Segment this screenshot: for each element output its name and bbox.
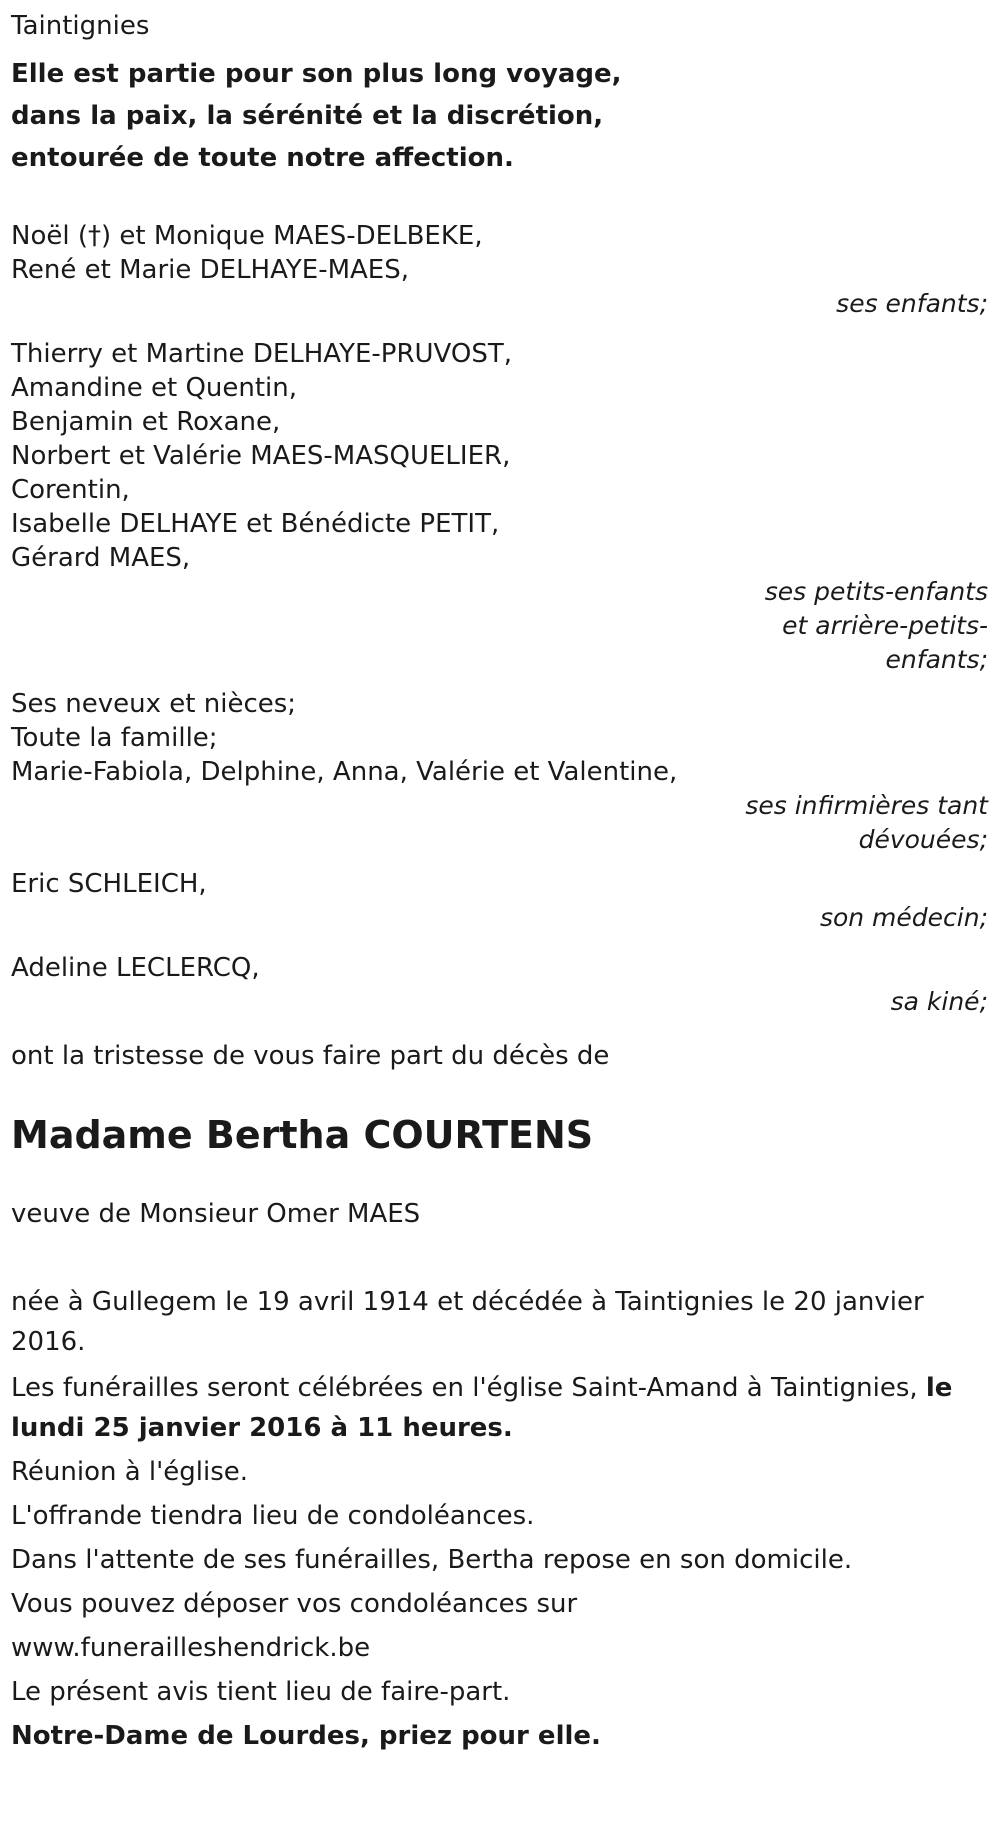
funeral-date-time: le lundi 25 janvier 2016 à 11 heures. <box>11 1373 953 1443</box>
family-group-physio <box>11 948 988 1022</box>
family-name: Noël (†) et Monique MAES-DELBEKE, <box>11 221 483 251</box>
relation-label: ses enfants; <box>836 289 988 318</box>
prayer-text: Notre-Dame de Lourdes, priez pour elle. <box>11 1721 601 1751</box>
epitaph-line: Elle est partie pour son plus long voyage, <box>11 59 622 89</box>
epitaph-line: entourée de toute notre affection. <box>11 143 514 173</box>
relation-label: sa kiné; <box>890 987 988 1016</box>
family-name: René et Marie DELHAYE-MAES, <box>11 255 409 285</box>
relation-line: enfants; <box>885 645 988 674</box>
relation-label <box>11 572 988 680</box>
family-group-children <box>11 216 988 324</box>
announcement-text: ont la tristesse de vous faire part du décès de <box>11 1041 610 1071</box>
family-group-doctor <box>11 864 988 938</box>
family-name: Toute la famille; <box>11 723 218 753</box>
family-name: Adeline LECLERCQ, <box>11 953 260 983</box>
funeral-intro: Les funérailles seront célébrées en l'église Saint-Amand à Taintignies, <box>11 1373 926 1403</box>
relation-label: son médecin; <box>819 903 988 932</box>
website-text: www.funerailleshendrick.be <box>11 1633 371 1663</box>
epitaph-line: dans la paix, la sérénité et la discrétion, <box>11 101 604 131</box>
family-group-grandchildren <box>11 334 988 680</box>
deceased-name: Madame Bertha COURTENS <box>11 1113 594 1157</box>
note-line: L'offrande tiendra lieu de condoléances. <box>11 1501 535 1531</box>
note-line: Dans l'attente de ses funérailles, Bertha repose en son domicile. <box>11 1545 853 1575</box>
note-line: Le présent avis tient lieu de faire-part. <box>11 1677 511 1707</box>
family-name: Thierry et Martine DELHAYE-PRUVOST, <box>11 339 512 369</box>
family-name: Eric SCHLEICH, <box>11 869 207 899</box>
note-line: Vous pouvez déposer vos condoléances sur <box>11 1589 578 1619</box>
family-name: Benjamin et Roxane, <box>11 407 281 437</box>
relation-label <box>11 786 988 860</box>
birth-death-text: née à Gullegem le 19 avril 1914 et décédée à Taintignies le 20 janvier 2016. <box>11 1287 924 1357</box>
relation-line: ses petits-enfants <box>764 577 988 606</box>
family-group-others <box>11 684 988 860</box>
family-name: Ses neveux et nièces; <box>11 689 297 719</box>
relation-line: et arrière-petits- <box>782 611 988 640</box>
note-line: Réunion à l'église. <box>11 1457 249 1487</box>
family-name: Norbert et Valérie MAES-MASQUELIER, <box>11 441 511 471</box>
family-name: Isabelle DELHAYE et Bénédicte PETIT, <box>11 509 500 539</box>
epitaph <box>11 50 988 182</box>
family-name: Corentin, <box>11 475 130 505</box>
family-name: Amandine et Quentin, <box>11 373 298 403</box>
relation-line: ses infirmières tant <box>745 791 988 820</box>
widow-of-text: veuve de Monsieur Omer MAES <box>11 1199 421 1229</box>
family-name: Marie-Fabiola, Delphine, Anna, Valérie et Valentine, <box>11 757 678 787</box>
family-name: Gérard MAES, <box>11 543 191 573</box>
funeral-info <box>11 1368 961 1448</box>
relation-line: dévouées; <box>858 825 988 854</box>
location-header: Taintignies <box>11 11 150 41</box>
